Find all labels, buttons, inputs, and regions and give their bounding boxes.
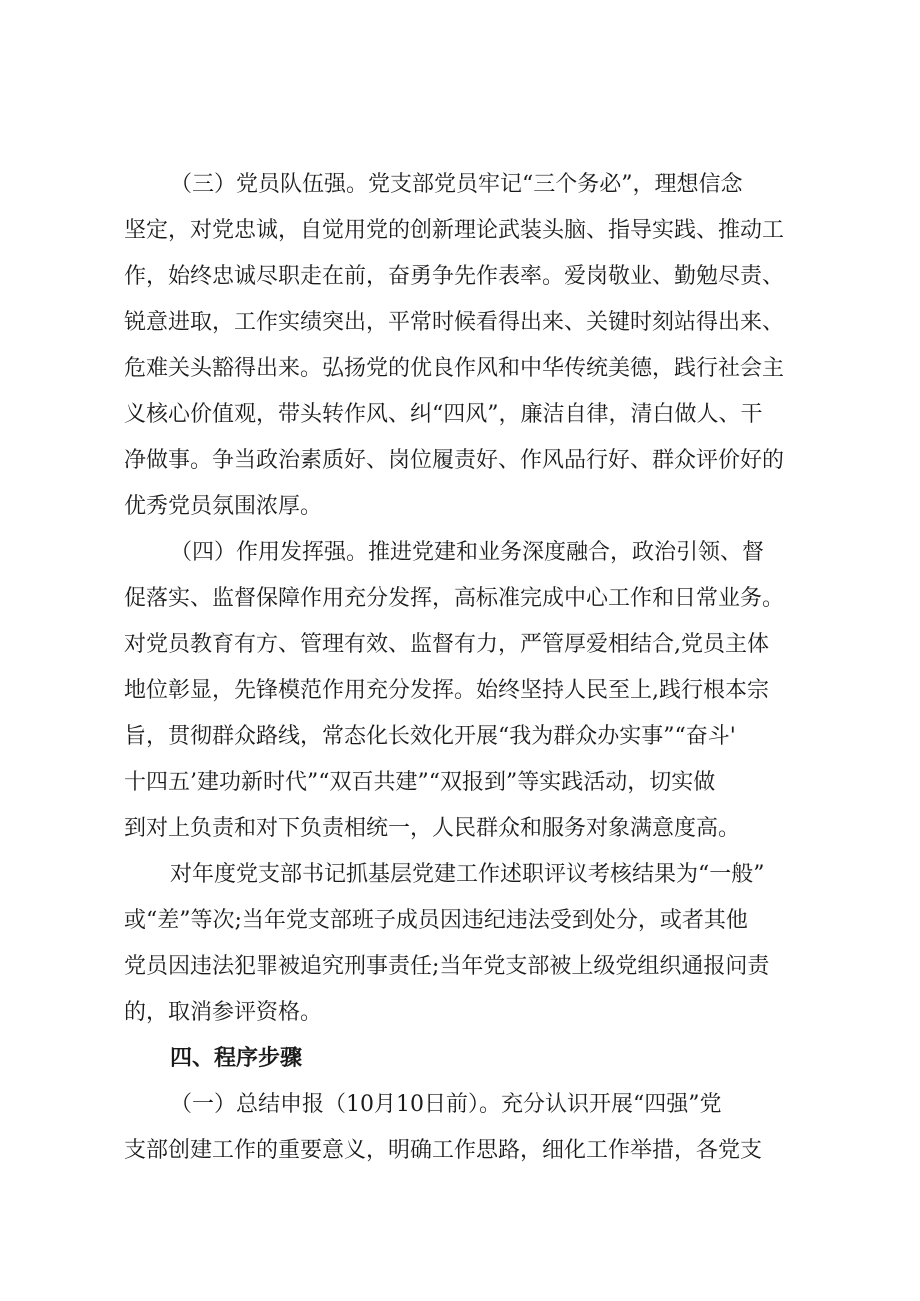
paragraph-4-line: （四）作用发挥强。推进党建和业务深度融合，政治引领、督 (170, 540, 765, 565)
disqualification-line: 对年度党支部书记抓基层党建工作述职评议考核结果为“一般” (170, 862, 765, 887)
paragraph-3-line: 作，始终忠诚尽职走在前，奋勇争先作表率。爱岗敬业、勤勉尽责、 (124, 264, 785, 289)
paragraph-3-line: 净做事。争当政治素质好、岗位履责好、作风品行好、群众评价好的 (124, 448, 785, 473)
paragraph-3-line: 坚定，对党忠诚，自觉用党的创新理论武装头脑、指导实践、推动工 (124, 218, 785, 243)
paragraph-3-line: 义核心价值观，带头转作风、纠“四风”，廉洁自律，清白做人、干 (124, 402, 763, 427)
disqualification-line: 党员因违法犯罪被追究刑事责任;当年党支部被上级党组织通报问责 (124, 954, 770, 979)
paragraph-4-line: 到对上负责和对下负责相统一，人民群众和服务对象满意度高。 (124, 816, 741, 841)
paragraph-4-line: 对党员教育有方、管理有效、监督有力，严管厚爱相结合,党员主体 (124, 632, 769, 657)
paragraph-3-line: 危难关头豁得出来。弘扬党的优良作风和中华传统美德，践行社会主 (124, 356, 785, 381)
paragraph-3-line: 锐意进取，工作实绩突出，平常时候看得出来、关键时刻站得出来、 (124, 310, 785, 335)
paragraph-4-line: 促落实、监督保障作用充分发挥，高标准完成中心工作和日常业务。 (124, 586, 785, 611)
paragraph-4-line: 十四五’建功新时代”“双百共建”“双报到”等实践活动，切实做 (124, 770, 716, 795)
paragraph-4-line: 地位彰显，先锋模范作用充分发挥。始终坚持人民至上,践行根本宗 (124, 678, 769, 703)
paragraph-3-line: 优秀党员氛围浓厚。 (124, 494, 323, 519)
step-1-line: （一）总结申报（10月10日前）。充分认识开展“四强”党 (170, 1092, 722, 1117)
disqualification-line: 或“差”等次;当年党支部班子成员因违纪违法受到处分，或者其他 (124, 908, 748, 933)
step-1-line: 支部创建工作的重要意义，明确工作思路，细化工作举措，各党支 (124, 1138, 763, 1163)
disqualification-line: 的，取消参评资格。 (124, 1000, 323, 1025)
paragraph-4-line: 旨，贯彻群众路线，常态化长效化开展“我为群众办实事”“奋斗' (124, 724, 736, 749)
paragraph-3-line: （三）党员队伍强。党支部党员牢记“三个务必”，理想信念 (170, 172, 743, 197)
section-heading: 四、程序步骤 (170, 1046, 303, 1071)
